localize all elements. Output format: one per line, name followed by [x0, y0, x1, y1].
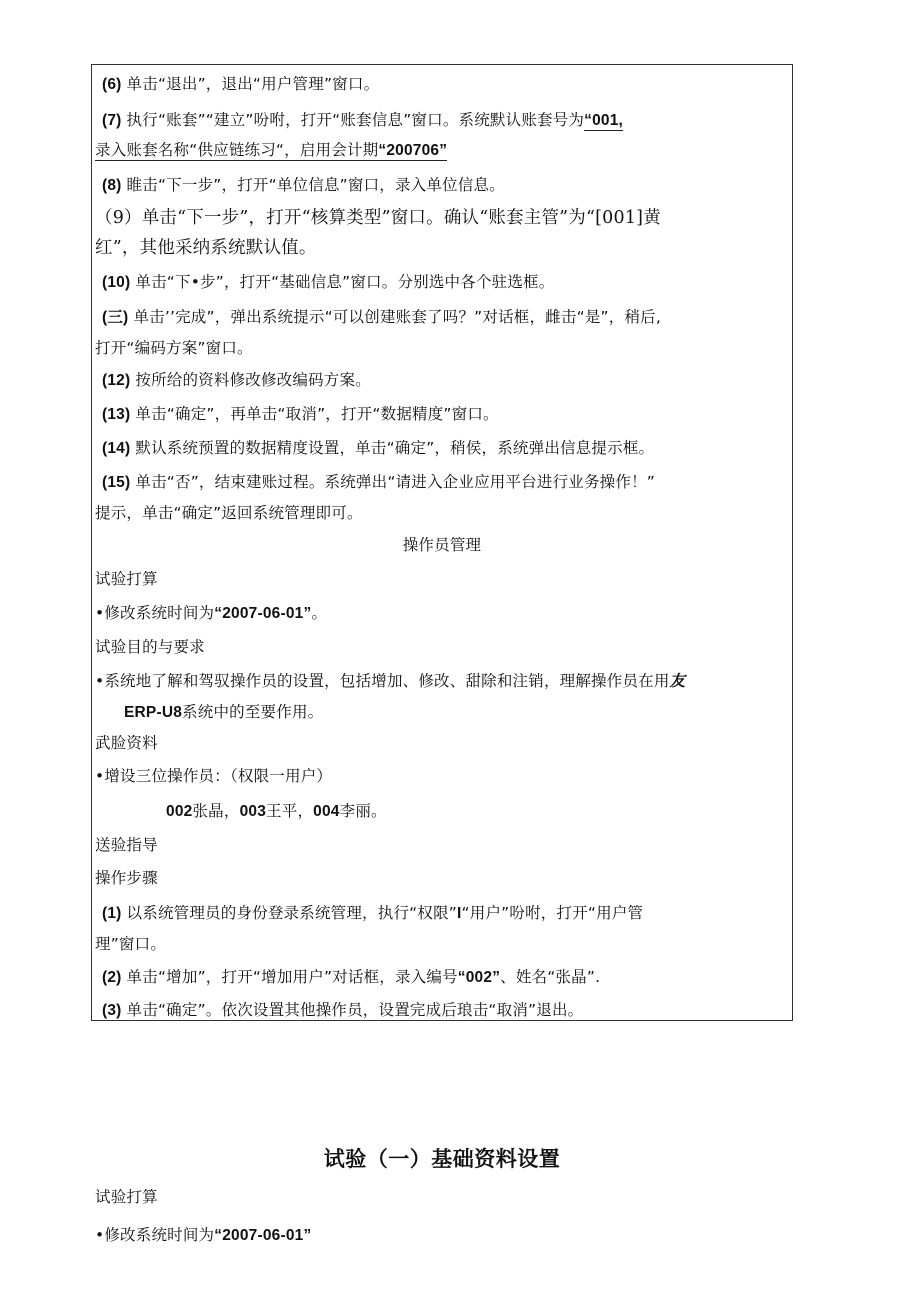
plan-heading: 试验打算 [95, 570, 158, 588]
operator-code: 003 [239, 803, 267, 820]
step-text: 单击“否”，结束建账过程。系统弹出“请进入企业应用平台进行业务操作！” [135, 473, 655, 491]
step-number: (14) [102, 440, 131, 457]
plan-end: 。 [311, 604, 328, 622]
step-text: 单击“确定”，再单击“取消”，打开“数据精度”窗口。 [135, 405, 499, 423]
goal-line-1 [95, 671, 790, 692]
operator-code: 002 [166, 803, 193, 820]
step-14 [95, 438, 790, 459]
step-number: (8) [102, 177, 122, 194]
step-number: (7) [102, 112, 122, 129]
step-11-continued [95, 338, 790, 358]
step-15 [95, 472, 790, 493]
step-12 [95, 370, 790, 391]
step-text: 、姓名“张晶”. [500, 968, 601, 986]
after-plan-heading: 试验打算 [95, 1188, 158, 1206]
operator-name: 李丽。 [339, 802, 387, 820]
step-number: (10) [102, 274, 131, 291]
step-text: 按所给的资料修改修改编码方案。 [135, 371, 371, 389]
operator-name: 张晶， [192, 802, 240, 820]
ops-heading: 操作步骤 [95, 869, 158, 887]
op-2 [95, 967, 790, 988]
step-13 [95, 404, 790, 425]
operator-name: 王平， [266, 802, 314, 820]
step-number: (6) [102, 76, 122, 93]
fiscal-period: “200706” [378, 142, 448, 159]
account-number: “001, [584, 112, 624, 129]
step-text: （9）单击“下一步”，打开“核算类型”窗口。确认“账套主管”为“[001]黄 [95, 208, 661, 228]
goal-text: 系统中的至要作用。 [182, 703, 324, 721]
experiment-title: 试验（一）基础资料设置 [323, 1147, 561, 1171]
step-number: (13) [102, 406, 131, 423]
product-name: ERP-U8 [124, 704, 183, 721]
step-text: 单击“增加”，打开“增加用户”对话框，录入编号 [126, 968, 458, 986]
step-11 [95, 307, 790, 328]
step-9-continued [95, 238, 790, 258]
step-text: 红”，其他采纳系统默认值。 [95, 238, 317, 258]
guide-heading: 送验指导 [95, 836, 158, 854]
step-number: (1) [102, 905, 122, 922]
step-text: “用户”吩咐，打开“用户管 [461, 904, 644, 922]
step-text: 单击“退出”，退出“用户管理”窗口。 [126, 75, 380, 93]
step-text: 提示，单击“确定”返回系统管理即可。 [95, 504, 363, 522]
step-7-continued [95, 140, 790, 161]
step-number: (三) [102, 309, 129, 326]
step-15-continued [95, 503, 790, 523]
plan-bullet [95, 603, 790, 624]
separator: I [457, 905, 462, 922]
goal-tail: 友 [669, 673, 686, 690]
step-8 [95, 175, 790, 196]
plan-text: •修改系统时间为 [95, 1226, 215, 1244]
op-3 [95, 1000, 790, 1021]
op-1-continued [95, 934, 790, 954]
user-code: “002” [457, 969, 501, 986]
after-plan-bullet [95, 1225, 790, 1246]
step-text: 单击’’完成”，弹出系统提示“可以创建账套了吗？”对话框，雌击“是”，稍后, [133, 308, 661, 326]
goal-text: •系统地了解和驾驭操作员的设置，包括增加、修改、甜除和注销，理解操作员在用 [95, 672, 670, 690]
step-text: 单击“下•步”，打开“基础信息”窗口。分别选中各个驻选框。 [135, 273, 555, 291]
step-7 [95, 110, 790, 131]
data-bullet: •增设三位操作员：（权限一用户） [95, 767, 333, 785]
goal-line-2 [124, 702, 819, 723]
step-number: (12) [102, 372, 131, 389]
step-text: 睢击“下一步”，打开“单位信息”窗口，录入单位信息。 [126, 176, 505, 194]
step-text: 理”窗口。 [95, 935, 167, 953]
operator-names [166, 801, 861, 822]
step-text: 执行“账套”“建立”吩咐，打开“账套信息”窗口。系统默认账套号为 [126, 111, 585, 129]
step-number: (3) [102, 1002, 122, 1019]
step-number: (2) [102, 969, 122, 986]
step-text: 以系统管理员的身份登录系统管理，执行“权限” [126, 904, 458, 922]
step-9 [95, 208, 790, 228]
section-title: 操作员管理 [402, 536, 482, 554]
goal-heading: 试验目的与要求 [95, 638, 205, 656]
operator-code: 004 [313, 803, 340, 820]
step-text: 打开“编码方案”窗口。 [95, 339, 253, 357]
plan-date: “2007-06-01” [214, 605, 312, 622]
step-text: 单击“确定”。依次设置其他操作员，设置完成后琅击“取消”退出。 [126, 1001, 584, 1019]
step-text: 录入账套名称“供应链练习“，启用会计期 [95, 141, 379, 159]
plan-date: “2007-06-01” [214, 1227, 312, 1244]
step-number: (15) [102, 474, 131, 491]
step-text: 默认系统预置的数据精度设置，单击“确定”，稍侯，系统弹出信息提示框。 [135, 439, 655, 457]
op-1 [95, 903, 790, 924]
plan-text: •修改系统时间为 [95, 604, 215, 622]
step-10 [95, 272, 790, 293]
step-6 [95, 74, 790, 95]
data-heading: 武脸资料 [95, 734, 158, 752]
